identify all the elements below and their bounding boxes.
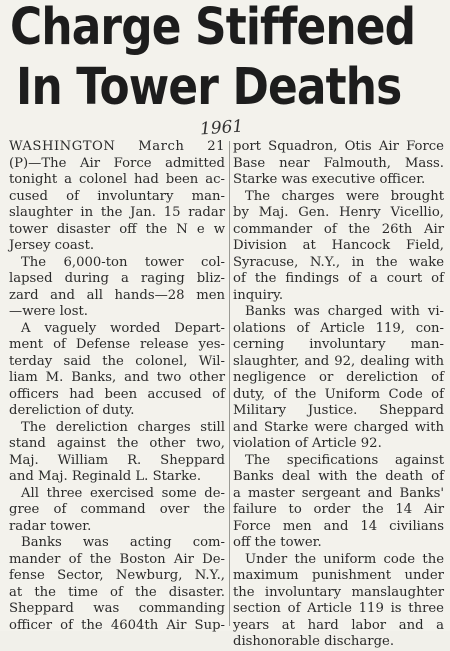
text-line: The dereliction charges still (21, 419, 225, 435)
text-line: stand against the other two, (9, 436, 225, 451)
text-line: Force men and 14 civilians (233, 518, 444, 534)
text-line: cused of involuntary man- (9, 188, 225, 204)
text-line: tonight a colonel had been ac- (9, 172, 225, 187)
text-line: Under the uniform code the (245, 551, 444, 567)
text-line: Maj. William R. Sheppard (9, 452, 225, 468)
column-divider (229, 141, 230, 626)
text-line: The specifications against (245, 452, 444, 468)
text-line: negligence or dereliction of (233, 370, 444, 385)
text-line: Base near Falmouth, Mass. (233, 155, 444, 171)
text-line: lapsed during a raging bliz- (9, 271, 225, 286)
text-line: The 6,000-ton tower col- (21, 254, 225, 270)
text-line: dereliction of duty. (9, 403, 135, 418)
text-line: zard and all hands—28 men (9, 287, 225, 303)
text-line: liam M. Banks, and two other (9, 370, 225, 385)
text-line: inquiry. (233, 287, 284, 303)
text-line: by Maj. Gen. Henry Vicellio, (233, 205, 444, 220)
text-line: olations of Article 119, con- (233, 320, 444, 336)
article-column-right (233, 139, 444, 651)
text-line: Banks was charged with vi- (245, 304, 444, 319)
text-line: slaughter, and 92, dealing with (233, 353, 444, 369)
text-line: section of Article 119 is three (233, 601, 444, 616)
text-line: cerning involuntary man- (233, 337, 444, 352)
text-line: —were lost. (9, 304, 88, 319)
text-line: terday said the colonel, Wil- (9, 353, 225, 369)
text-line: tower disaster off the N e w (9, 221, 225, 237)
text-line: mander of the Boston Air De- (9, 551, 225, 567)
text-line: failure to order the 14 Air (233, 502, 444, 517)
text-line: Banks deal with the death of (233, 469, 444, 484)
text-line: The charges were brought (245, 188, 444, 204)
text-line: slaughter in the Jan. 15 radar (9, 205, 225, 220)
text-line: the involuntary manslaughter (233, 584, 444, 600)
text-line: radar tower. (9, 518, 92, 534)
text-line: Banks was acting com- (21, 535, 225, 550)
text-line: and Maj. Reginald L. Starke. (9, 469, 202, 484)
text-line: Syracuse, N.Y., in the wake (233, 254, 444, 270)
text-line: duty, of the Uniform Code of (233, 386, 444, 402)
handwritten-year: 1961 (199, 116, 244, 140)
text-line: years at hard labor and a (233, 617, 444, 633)
text-line: All three exercised some de- (21, 485, 225, 501)
text-line: off the tower. (233, 535, 322, 550)
text-line: Military Justice. Sheppard (233, 403, 444, 418)
text-line: dishonorable discharge. (233, 634, 395, 649)
text-line: A vaguely worded Depart- (21, 320, 225, 336)
text-line: at the time of the disaster. (9, 584, 225, 600)
dateline: WASHINGTON March 21 (9, 139, 225, 154)
text-line: Division at Hancock Field, (233, 238, 444, 253)
text-line: violation of Article 92. (233, 436, 382, 451)
text-line: a master sergeant and Banks' (233, 485, 444, 501)
text-line: gree of command over the (9, 502, 225, 517)
article-column-left (9, 139, 225, 634)
text-line: Jersey coast. (9, 238, 95, 253)
text-line: port Squadron, Otis Air Force (233, 139, 444, 154)
text-line: maximum punishment under (233, 568, 444, 583)
text-line: commander of the 26th Air (233, 221, 444, 237)
headline-line-2: In Tower Deaths (16, 58, 402, 117)
text-line: Sheppard was commanding (9, 601, 225, 616)
text-line: (P)—The Air Force admitted (9, 155, 225, 171)
headline-line-1: Charge Stiffened (10, 0, 416, 57)
text-line: and Starke were charged with (233, 419, 444, 435)
text-line: officer of the 4604th Air Sup- (9, 617, 225, 633)
text-line: ment of Defense release yes- (9, 337, 225, 352)
text-line: of the findings of a court of (233, 271, 444, 286)
text-line: fense Sector, Newburg, N.Y., (9, 568, 225, 583)
text-line: Starke was executive officer. (233, 172, 426, 187)
text-line: officers had been accused of (9, 386, 225, 402)
